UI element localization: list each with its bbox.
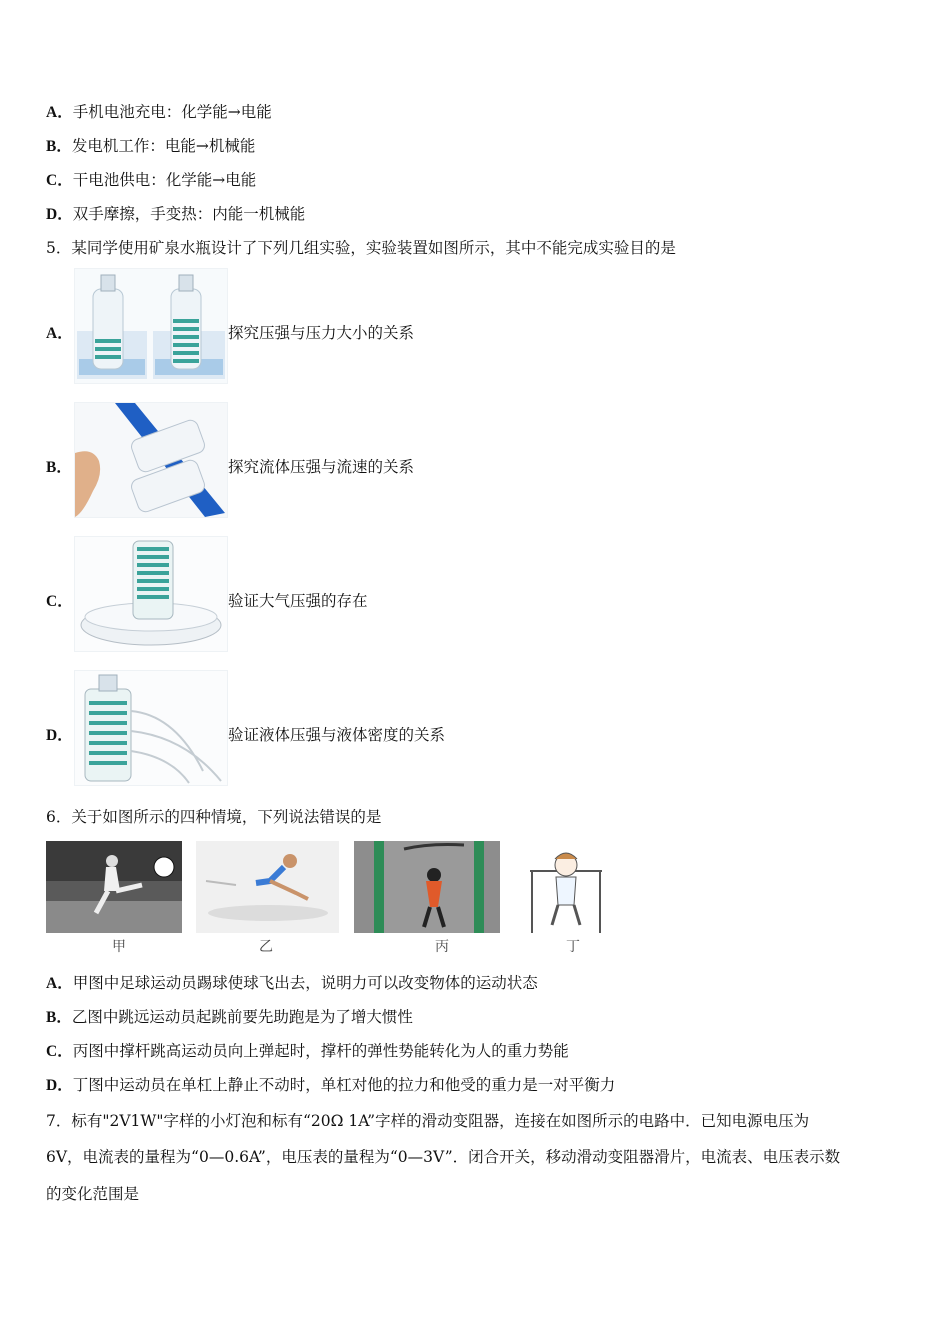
option-text: 验证大气压强的存在 bbox=[228, 592, 368, 610]
option-letter: A． bbox=[46, 975, 73, 992]
q6-stem: 6．关于如图所示的四种情境，下列说法错误的是 bbox=[46, 808, 382, 826]
option-letter: B． bbox=[46, 138, 72, 155]
q4-option-a bbox=[46, 101, 272, 124]
inverted-bottle-in-dish-image bbox=[74, 536, 228, 652]
option-letter: D． bbox=[46, 1077, 73, 1094]
soccer-player-image bbox=[46, 841, 182, 933]
bottle-water-jets-image bbox=[74, 670, 228, 786]
caption-yi: 乙 bbox=[259, 939, 273, 955]
option-text: 乙图中跳远运动员起跳前要先助跑是为了增大惯性 bbox=[71, 1008, 413, 1026]
option-text: 探究流体压强与流速的关系 bbox=[228, 458, 415, 476]
q6-option-d bbox=[46, 1074, 615, 1097]
option-text: 验证液体压强与液体密度的关系 bbox=[228, 726, 446, 744]
caption-jia: 甲 bbox=[112, 939, 126, 955]
option-text: 探究压强与压力大小的关系 bbox=[228, 324, 415, 342]
option-text: 发电机工作：电能→机械能 bbox=[71, 137, 256, 155]
q4-option-d bbox=[46, 203, 305, 226]
option-text: 丁图中运动员在单杠上静止不动时，单杠对他的拉力和他受的重力是一对平衡力 bbox=[72, 1076, 616, 1094]
option-letter: D． bbox=[46, 727, 73, 744]
option-text: 甲图中足球运动员踢球使球飞出去，说明力可以改变物体的运动状态 bbox=[72, 974, 538, 992]
option-letter: D． bbox=[46, 206, 73, 223]
blowing-bottles-image bbox=[74, 402, 228, 518]
q6-option-b bbox=[46, 1006, 413, 1029]
q6-option-c bbox=[46, 1040, 569, 1063]
pole-vaulter-image bbox=[354, 841, 500, 933]
q7-line-1: 7．标有"2V1W"字样的小灯泡和标有“20Ω 1A”字样的滑动变阻器，连接在如图所示的电路中．已知电源电压为 bbox=[46, 1112, 810, 1130]
option-letter: B． bbox=[46, 459, 72, 476]
q6-option-a bbox=[46, 972, 538, 995]
option-letter: C． bbox=[46, 172, 73, 189]
option-text: 双手摩擦，手变热：内能一机械能 bbox=[72, 205, 306, 223]
horizontal-bar-boy-image bbox=[524, 841, 608, 933]
option-letter: A． bbox=[46, 325, 73, 342]
q7-line-2: 6V，电流表的量程为“0—0.6A”，电压表的量程为“0—3V”．闭合开关，移动滑动变阻器滑片，电流表、电压表示数 bbox=[46, 1148, 841, 1166]
option-letter: C． bbox=[46, 593, 73, 610]
caption-bing: 丙 bbox=[435, 939, 449, 955]
q4-option-b bbox=[46, 135, 255, 158]
q5-stem: 5．某同学使用矿泉水瓶设计了下列几组实验，实验装置如图所示，其中不能完成实验目的是 bbox=[46, 239, 676, 257]
option-text: 手机电池充电：化学能→电能 bbox=[72, 103, 272, 121]
bottles-on-sponge-image bbox=[74, 268, 228, 384]
q7-line-3: 的变化范围是 bbox=[46, 1185, 140, 1203]
option-text: 干电池供电：化学能→电能 bbox=[72, 171, 257, 189]
option-letter: A． bbox=[46, 104, 73, 121]
q4-option-c bbox=[46, 169, 256, 192]
option-letter: C． bbox=[46, 1043, 73, 1060]
option-letter: B． bbox=[46, 1009, 72, 1026]
option-text: 丙图中撑杆跳高运动员向上弹起时，撑杆的弹性势能转化为人的重力势能 bbox=[72, 1042, 569, 1060]
long-jumper-image bbox=[196, 841, 339, 933]
caption-ding: 丁 bbox=[566, 939, 580, 955]
